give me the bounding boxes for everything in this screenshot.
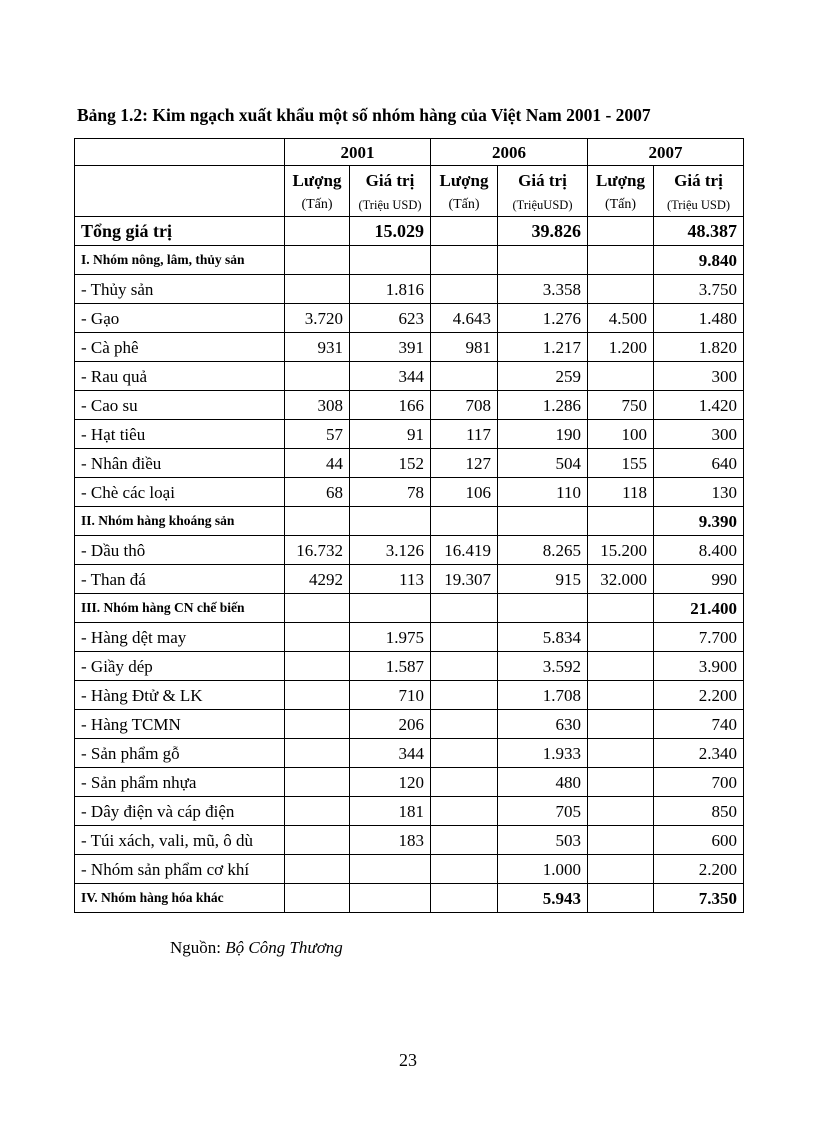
quantity-cell: 308 — [285, 391, 350, 420]
quantity-cell: 106 — [431, 478, 498, 507]
source-name: Bộ Công Thương — [225, 938, 343, 957]
quantity-cell: 127 — [431, 449, 498, 478]
quantity-cell — [431, 884, 498, 913]
value-cell: 3.358 — [498, 275, 588, 304]
value-cell: 206 — [350, 710, 431, 739]
source-note — [170, 938, 343, 958]
year-header: 2001 — [285, 139, 431, 166]
value-cell: 2.340 — [654, 739, 744, 768]
quantity-cell — [285, 855, 350, 884]
quantity-cell: 16.419 — [431, 536, 498, 565]
value-cell: 15.029 — [350, 217, 431, 246]
table-body — [75, 217, 744, 913]
group-label: IV. Nhóm hàng hóa khác — [75, 884, 285, 913]
quantity-cell — [285, 768, 350, 797]
value-cell: 259 — [498, 362, 588, 391]
table-row — [75, 507, 744, 536]
quantity-cell: 750 — [588, 391, 654, 420]
quantity-cell — [285, 884, 350, 913]
table-row — [75, 681, 744, 710]
item-label: - Cà phê — [75, 333, 285, 362]
table-row — [75, 623, 744, 652]
corner-cell — [75, 194, 285, 217]
table-row — [75, 826, 744, 855]
value-cell: 7.350 — [654, 884, 744, 913]
value-cell — [498, 507, 588, 536]
value-cell: 9.390 — [654, 507, 744, 536]
table-row — [75, 768, 744, 797]
value-cell: 700 — [654, 768, 744, 797]
item-label: - Chè các loại — [75, 478, 285, 507]
value-cell: 1.816 — [350, 275, 431, 304]
table-row — [75, 246, 744, 275]
value-cell: 1.708 — [498, 681, 588, 710]
table-row — [75, 652, 744, 681]
year-header: 2006 — [431, 139, 588, 166]
value-cell: 1.820 — [654, 333, 744, 362]
value-cell: 3.592 — [498, 652, 588, 681]
quantity-cell — [285, 594, 350, 623]
quantity-cell: 32.000 — [588, 565, 654, 594]
value-cell — [498, 246, 588, 275]
corner-cell — [75, 166, 285, 195]
value-cell: 21.400 — [654, 594, 744, 623]
unit-million-usd: (Triệu USD) — [654, 194, 744, 217]
value-cell: 344 — [350, 362, 431, 391]
value-cell — [498, 594, 588, 623]
quantity-cell: 4292 — [285, 565, 350, 594]
column-header-row — [75, 166, 744, 195]
page-number: 23 — [399, 1050, 417, 1070]
quantity-cell: 57 — [285, 420, 350, 449]
table-row — [75, 884, 744, 913]
quantity-cell — [588, 275, 654, 304]
quantity-cell: 117 — [431, 420, 498, 449]
value-cell: 300 — [654, 420, 744, 449]
quantity-cell — [588, 681, 654, 710]
table-row — [75, 217, 744, 246]
table-row — [75, 565, 744, 594]
item-label: - Hạt tiêu — [75, 420, 285, 449]
value-cell: 480 — [498, 768, 588, 797]
item-label: - Than đá — [75, 565, 285, 594]
quantity-cell — [431, 768, 498, 797]
quantity-cell: 19.307 — [431, 565, 498, 594]
source-prefix: Nguồn: — [170, 938, 226, 957]
quantity-cell — [588, 768, 654, 797]
item-label: - Nhóm sản phẩm cơ khí — [75, 855, 285, 884]
table-row — [75, 304, 744, 333]
value-cell: 640 — [654, 449, 744, 478]
item-label: - Gạo — [75, 304, 285, 333]
quantity-cell: 16.732 — [285, 536, 350, 565]
quantity-cell — [285, 362, 350, 391]
quantity-cell — [588, 855, 654, 884]
value-cell: 1.000 — [498, 855, 588, 884]
value-cell: 2.200 — [654, 681, 744, 710]
item-label: - Dây điện và cáp điện — [75, 797, 285, 826]
quantity-cell — [431, 217, 498, 246]
item-label: - Túi xách, vali, mũ, ô dù — [75, 826, 285, 855]
quantity-cell: 118 — [588, 478, 654, 507]
value-cell — [350, 594, 431, 623]
value-cell: 1.975 — [350, 623, 431, 652]
item-label: - Sản phẩm gỗ — [75, 739, 285, 768]
value-cell: 110 — [498, 478, 588, 507]
value-cell: 300 — [654, 362, 744, 391]
table-row — [75, 391, 744, 420]
quantity-header: Lượng — [431, 166, 498, 195]
table-row — [75, 275, 744, 304]
table-row — [75, 594, 744, 623]
value-cell: 48.387 — [654, 217, 744, 246]
quantity-cell — [285, 710, 350, 739]
quantity-cell — [285, 797, 350, 826]
corner-cell — [75, 139, 285, 166]
quantity-cell — [588, 710, 654, 739]
quantity-cell — [431, 594, 498, 623]
value-cell: 1.480 — [654, 304, 744, 333]
quantity-cell — [285, 739, 350, 768]
value-cell: 5.943 — [498, 884, 588, 913]
value-cell: 7.700 — [654, 623, 744, 652]
value-cell: 1.286 — [498, 391, 588, 420]
quantity-cell — [431, 739, 498, 768]
unit-million-usd: (TriệuUSD) — [498, 194, 588, 217]
year-header-row — [75, 139, 744, 166]
value-cell: 990 — [654, 565, 744, 594]
quantity-cell — [431, 797, 498, 826]
quantity-cell — [285, 507, 350, 536]
group-label: I. Nhóm nông, lâm, thủy sản — [75, 246, 285, 275]
value-cell: 1.420 — [654, 391, 744, 420]
quantity-cell — [431, 681, 498, 710]
quantity-cell: 4.643 — [431, 304, 498, 333]
value-cell: 190 — [498, 420, 588, 449]
unit-million-usd: (Triệu USD) — [350, 194, 431, 217]
table-caption: Bảng 1.2: Kim ngạch xuất khẩu một số nhóm hàng của Việt Nam 2001 - 2007 — [77, 105, 651, 125]
value-header: Giá trị — [654, 166, 744, 195]
quantity-cell — [285, 623, 350, 652]
value-cell: 705 — [498, 797, 588, 826]
year-header: 2007 — [588, 139, 744, 166]
table-row — [75, 420, 744, 449]
quantity-cell: 981 — [431, 333, 498, 362]
quantity-cell — [431, 623, 498, 652]
table-row — [75, 536, 744, 565]
quantity-cell — [588, 739, 654, 768]
table-row — [75, 855, 744, 884]
quantity-cell — [588, 362, 654, 391]
value-cell: 113 — [350, 565, 431, 594]
quantity-cell — [285, 246, 350, 275]
quantity-cell: 3.720 — [285, 304, 350, 333]
value-cell: 152 — [350, 449, 431, 478]
item-label: - Giầy dép — [75, 652, 285, 681]
value-cell: 2.200 — [654, 855, 744, 884]
item-label: - Thủy sản — [75, 275, 285, 304]
quantity-cell: 4.500 — [588, 304, 654, 333]
table-row — [75, 797, 744, 826]
value-cell: 166 — [350, 391, 431, 420]
quantity-cell: 708 — [431, 391, 498, 420]
unit-header-row — [75, 194, 744, 217]
quantity-cell — [588, 217, 654, 246]
quantity-cell — [588, 623, 654, 652]
quantity-cell: 44 — [285, 449, 350, 478]
value-cell: 183 — [350, 826, 431, 855]
value-cell: 39.826 — [498, 217, 588, 246]
quantity-cell: 100 — [588, 420, 654, 449]
quantity-cell — [285, 826, 350, 855]
value-cell: 3.750 — [654, 275, 744, 304]
value-cell: 5.834 — [498, 623, 588, 652]
value-cell: 1.933 — [498, 739, 588, 768]
export-table — [74, 138, 744, 913]
value-cell: 8.265 — [498, 536, 588, 565]
unit-tons: (Tấn) — [285, 194, 350, 217]
value-cell: 710 — [350, 681, 431, 710]
quantity-cell — [588, 826, 654, 855]
quantity-cell — [588, 884, 654, 913]
quantity-cell — [588, 594, 654, 623]
value-header: Giá trị — [498, 166, 588, 195]
item-label: - Hàng Đtử & LK — [75, 681, 285, 710]
value-cell: 9.840 — [654, 246, 744, 275]
quantity-cell — [431, 275, 498, 304]
quantity-cell: 1.200 — [588, 333, 654, 362]
quantity-cell — [431, 855, 498, 884]
value-cell: 91 — [350, 420, 431, 449]
quantity-cell — [431, 362, 498, 391]
item-label: - Dầu thô — [75, 536, 285, 565]
quantity-cell — [588, 652, 654, 681]
group-label: III. Nhóm hàng CN chế biến — [75, 594, 285, 623]
table-row — [75, 449, 744, 478]
quantity-header: Lượng — [588, 166, 654, 195]
table-row — [75, 478, 744, 507]
value-cell: 623 — [350, 304, 431, 333]
item-label: - Hàng TCMN — [75, 710, 285, 739]
item-label: - Nhân điều — [75, 449, 285, 478]
item-label: - Hàng dệt may — [75, 623, 285, 652]
value-cell: 120 — [350, 768, 431, 797]
value-cell: 78 — [350, 478, 431, 507]
value-cell — [350, 246, 431, 275]
value-cell: 504 — [498, 449, 588, 478]
quantity-cell — [431, 826, 498, 855]
quantity-cell — [285, 652, 350, 681]
value-cell: 503 — [498, 826, 588, 855]
quantity-cell — [431, 710, 498, 739]
value-cell: 740 — [654, 710, 744, 739]
value-cell: 630 — [498, 710, 588, 739]
quantity-cell — [431, 246, 498, 275]
value-cell: 850 — [654, 797, 744, 826]
value-cell — [350, 855, 431, 884]
quantity-cell — [431, 507, 498, 536]
table-row — [75, 710, 744, 739]
quantity-cell — [431, 652, 498, 681]
quantity-cell — [588, 507, 654, 536]
quantity-cell — [588, 246, 654, 275]
item-label: - Sản phẩm nhựa — [75, 768, 285, 797]
total-label: Tổng giá trị — [75, 217, 285, 246]
value-header: Giá trị — [350, 166, 431, 195]
value-cell: 391 — [350, 333, 431, 362]
item-label: - Rau quả — [75, 362, 285, 391]
quantity-cell — [285, 681, 350, 710]
table-row — [75, 362, 744, 391]
quantity-cell: 931 — [285, 333, 350, 362]
value-cell: 1.587 — [350, 652, 431, 681]
value-cell: 3.126 — [350, 536, 431, 565]
value-cell: 1.217 — [498, 333, 588, 362]
table-row — [75, 739, 744, 768]
quantity-cell: 15.200 — [588, 536, 654, 565]
value-cell: 915 — [498, 565, 588, 594]
quantity-cell — [285, 275, 350, 304]
table-row — [75, 333, 744, 362]
value-cell: 600 — [654, 826, 744, 855]
quantity-cell — [588, 797, 654, 826]
group-label: II. Nhóm hàng khoáng sản — [75, 507, 285, 536]
value-cell: 130 — [654, 478, 744, 507]
value-cell: 3.900 — [654, 652, 744, 681]
value-cell — [350, 507, 431, 536]
value-cell: 1.276 — [498, 304, 588, 333]
quantity-cell: 155 — [588, 449, 654, 478]
value-cell — [350, 884, 431, 913]
quantity-header: Lượng — [285, 166, 350, 195]
value-cell: 344 — [350, 739, 431, 768]
unit-tons: (Tấn) — [431, 194, 498, 217]
item-label: - Cao su — [75, 391, 285, 420]
quantity-cell: 68 — [285, 478, 350, 507]
unit-tons: (Tấn) — [588, 194, 654, 217]
value-cell: 181 — [350, 797, 431, 826]
value-cell: 8.400 — [654, 536, 744, 565]
quantity-cell — [285, 217, 350, 246]
